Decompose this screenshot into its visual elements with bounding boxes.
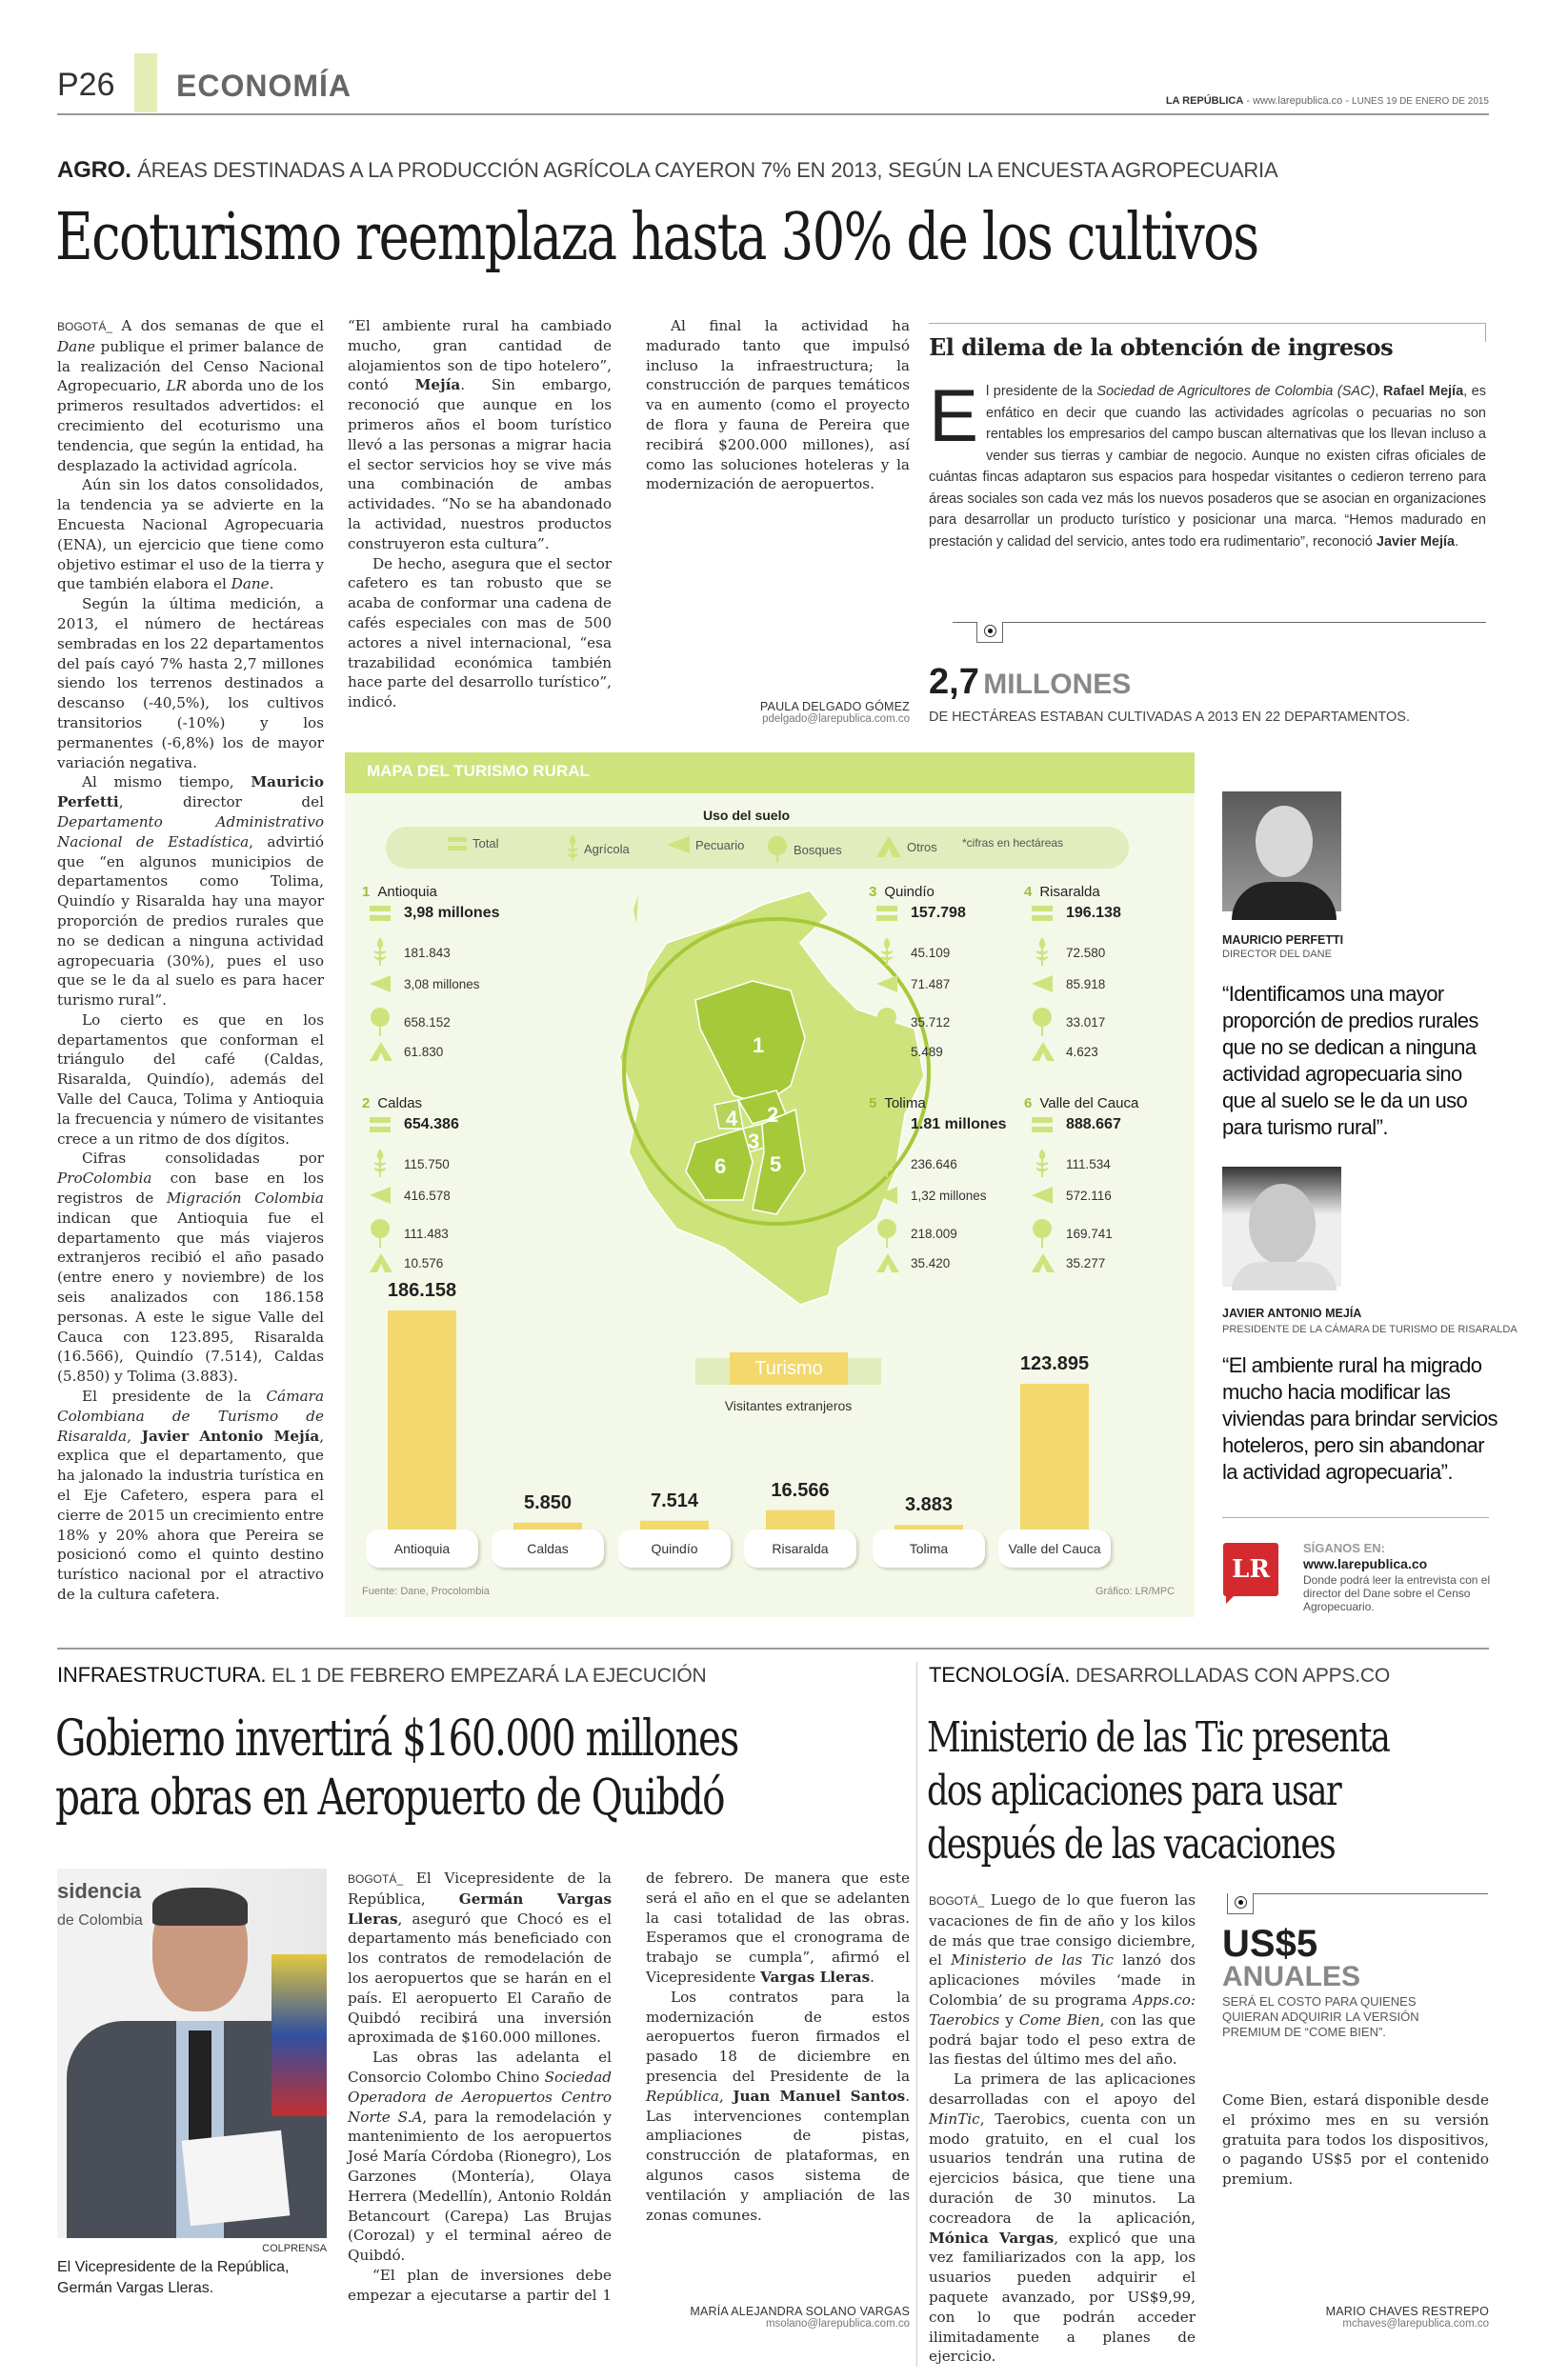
- photo-mauricio-perfetti: [1222, 791, 1341, 911]
- main-kicker: [57, 157, 1277, 184]
- department-3-name: 3 Quindío: [869, 884, 935, 900]
- main-byline: [667, 700, 910, 725]
- department-1-otros: 61.830: [370, 1042, 443, 1061]
- department-5-agricola: 236.646: [876, 1150, 957, 1177]
- infra-headline[interactable]: Gobierno invertirá $160.000 millones para obras en Aeropuerto de Quibdó: [55, 1710, 738, 1827]
- ribbon-subtitle: Visitantes extranjeros: [724, 1398, 853, 1413]
- stat-tab: [976, 622, 1003, 643]
- tree-icon: [876, 1219, 897, 1248]
- plant-icon: [876, 1150, 897, 1177]
- tent-icon: [876, 1042, 899, 1061]
- bar-value-label: 7.514: [650, 1490, 699, 1511]
- follow-rule: [1222, 1517, 1489, 1518]
- tech-stat-description: SERÁ EL COSTO PARA QUIENES QUIERAN ADQUIRIR LA VERSIÓN PREMIUM DE “COME BIEN”.: [1222, 1994, 1419, 2039]
- department-1-agricola: 181.843: [370, 939, 451, 966]
- kicker-topic: AGRO.: [57, 157, 131, 183]
- bar-risaralda: [766, 1510, 834, 1530]
- tree-icon: [876, 1008, 897, 1036]
- bar-category-label: Risaralda: [744, 1530, 856, 1568]
- plant-icon: [1032, 1150, 1053, 1177]
- bar-category-label: Valle del Cauca: [998, 1530, 1111, 1568]
- tech-article-col1: BOGOTÁ_ Luego de lo que fueron las vacaciones de fin de año y los kilos de más que trae consigo diciembre, el Ministerio de las Tic lanzó dos aplicaciones móviles ‘made in Colombia’ de su programa Apps.co: Taerobics y Come Bien, con las que podrá bajar todo el peso extra de las fiestas del último mes del año. La primera de las aplicaciones desarrolladas con el apoyo del MinTic, Taerobics, cuenta con un modo gratuito, en el cual los usuarios tendrán una rutina de ejercicios básica, que tiene una duración de 30 minutos. La cocreadora de la aplicación, Mónica Vargas, explicó que una vez familiarizados con la app, los usuarios pueden adquirir el paquete avanzado, por US$9,99, con lo que podrán acceder ilimitadamente a planes de ejercicio.: [929, 1891, 1196, 2366]
- equals-icon: [876, 1117, 897, 1132]
- bar-antioquia: [388, 1310, 456, 1530]
- kicker-subtitle: ÁREAS DESTINADAS A LA PRODUCCIÓN AGRÍCOLA CAYERON 7% EN 2013, SEGÚN LA ENCUESTA AGROPECUARIA: [137, 158, 1278, 182]
- department-3-total: 157.798: [876, 905, 966, 922]
- sidebar-title: El dilema de la obtención de ingresos: [929, 333, 1394, 361]
- department-5-bosques: 218.009: [876, 1219, 957, 1248]
- bar-category-label: Quindío: [618, 1530, 731, 1568]
- equals-icon: [448, 837, 467, 850]
- tech-byline: MARIO CHAVES RESTREPO mchaves@larepublica.com.co: [1325, 2305, 1489, 2330]
- photo-backdrop-text: sidencia de Colombia: [57, 1879, 143, 1929]
- bar-value-label: 3.883: [904, 1494, 954, 1516]
- sidebar-top-rule: [929, 323, 1486, 324]
- site-link[interactable]: www.larepublica.co: [1253, 95, 1343, 107]
- quote1-name: MAURICIO PERFETTI: [1222, 933, 1344, 947]
- legend-agricola: Agrícola: [567, 836, 630, 861]
- department-4-name: 4 Risaralda: [1024, 884, 1100, 900]
- tree-icon: [370, 1008, 391, 1036]
- department-6-otros: 35.277: [1032, 1253, 1105, 1272]
- main-article-col2-3: “El ambiente rural ha cambiado mucho, gran cantidad de alojamientos son de tipo hotelero”, contó Mejía. Sin embargo, reconoció que aunque en los primeros años el boom turístico llevó a las personas a migrar hacia el sector servicios hoy se vive más una combinación de ambas actividades. “No se ha abandonado la actividad, nuestros productos construyeron esta cultura”. De hecho, asegura que el sector cafetero es tan robusto que se acaba de conformar una cadena de cafés especiales con mas de 500 actores a nivel internacional, “esa trazabilidad económica también hace parte del desarrollo turístico”, indicó. Al final la actividad ha madurado tanto que impulsó incluso la infraestructura; la construcción de parques temáticos va en aumento (como el proyecto de flora y fauna de Pereira que recibirá $200.000 millones), así como las soluciones hoteleras y la modernización de aeropuertos.: [348, 317, 910, 711]
- plant-icon: [370, 939, 391, 966]
- follow-url[interactable]: www.larepublica.co: [1303, 1556, 1428, 1571]
- department-5-name: 5 Tolima: [869, 1095, 926, 1111]
- infra-kicker: INFRAESTRUCTURA. EL 1 DE FEBRERO EMPEZARÁ LA EJECUCIÓN: [57, 1663, 707, 1687]
- bar-value-label: 123.895: [1019, 1352, 1090, 1374]
- map-label-2: 2: [767, 1103, 779, 1127]
- stat-figure: 2,7 MILLONES: [929, 662, 1132, 702]
- ribbon-label: Turismo: [730, 1352, 848, 1385]
- map-label-5: 5: [770, 1152, 782, 1176]
- department-6-bosques: 169.741: [1032, 1219, 1113, 1248]
- map-label-3: 3: [748, 1130, 760, 1153]
- photo-credit: COLPRENSA: [262, 2243, 327, 2254]
- target-icon: [1235, 1896, 1247, 1909]
- equals-icon: [876, 906, 897, 921]
- fish-icon: [876, 973, 897, 994]
- fish-icon: [370, 973, 391, 994]
- plant-icon: [876, 939, 897, 966]
- sidebar-corner: [1485, 323, 1486, 342]
- stat-rule-left: [953, 622, 979, 623]
- infographic-title: MAPA DEL TURISMO RURAL: [367, 762, 590, 780]
- quote2-text: “El ambiente rural ha migrado mucho hacia modificar las viviendas para brindar servicios hoteleros, pero sin abandonar la actividad agropecuaria”.: [1222, 1353, 1498, 1484]
- infographic-credit: Gráfico: LR/MPC: [1096, 1586, 1176, 1597]
- legend-bosques: Bosques: [767, 836, 842, 863]
- tech-article-col2: Come Bien, estará disponible desde el próximo mes en su versión gratuita para todos los dispositivos, o pagando US$5 por el contenido premium.: [1222, 2091, 1489, 2189]
- author-email[interactable]: pdelgado@larepublica.com.co: [762, 713, 910, 725]
- tree-icon: [1032, 1219, 1053, 1248]
- tree-icon: [1032, 1008, 1053, 1036]
- issue-date: LUNES 19 DE ENERO DE 2015: [1352, 96, 1489, 107]
- department-1-bosques: 658.152: [370, 1008, 451, 1036]
- plant-icon: [370, 1150, 391, 1177]
- lr-logo[interactable]: LR: [1223, 1543, 1278, 1596]
- map-label-1: 1: [753, 1033, 765, 1057]
- map-label-6: 6: [714, 1154, 727, 1178]
- department-6-pecuario: 572.116: [1032, 1185, 1112, 1206]
- bar-category-label: Tolima: [873, 1530, 985, 1568]
- department-2-pecuario: 416.578: [370, 1185, 451, 1206]
- tech-stat-figure: US$5: [1222, 1923, 1318, 1965]
- equals-icon: [1032, 906, 1053, 921]
- department-3-agricola: 45.109: [876, 939, 950, 966]
- tent-icon: [876, 836, 901, 857]
- department-3-pecuario: 71.487: [876, 973, 950, 994]
- equals-icon: [370, 1117, 391, 1132]
- bar-quindío: [640, 1521, 709, 1530]
- bar-value-label: 186.158: [387, 1280, 457, 1301]
- section-accent-bar: [134, 53, 157, 112]
- stat-description: DE HECTÁREAS ESTABAN CULTIVADAS A 2013 EN 22 DEPARTAMENTOS.: [929, 710, 1410, 725]
- department-2-agricola: 115.750: [370, 1150, 450, 1177]
- bar-value-label: 16.566: [771, 1479, 830, 1501]
- legend-title: Uso del suelo: [703, 808, 791, 823]
- tech-stat-rule: [1250, 1893, 1488, 1894]
- bar-category-label: Caldas: [492, 1530, 604, 1568]
- main-article-col1: BOGOTÁ_ A dos semanas de que el Dane publique el primer balance de la realización del Censo Nacional Agropecuario, LR aborda uno de los primeros resultados advertidos: el crecimiento del ecoturismo una tendencia, que según la entidad, ha desplazado la actividad agrícola. Aún sin los datos consolidados, la tendencia ya se advierte en la Encuesta Nacional Agropecuaria (ENA), un ejercicio que tiene como objetivo estimar el uso de la tierra y que también elabora el Dane. Según la última medición, a 2013, el número de hectáreas sembradas en los 22 departamentos del país cayó 7% hasta 2,7 millones siendo los terrenos destinados a descanso (-40,5%), los cultivos transitorios (-10%) y los permanentes (-6,8%) los de mayor variación negativa. Al mismo tiempo, Mauricio Perfetti, director del Departamento Administrativo Nacional de Estadística, advirtió que “en algunos municipios de departamentos como Tolima, Quindío y Risaralda hay una mayor proporción de predios rurales que no se dedican a ninguna actividad agropecuaria (30%), pues el uso que se le da al suelo es para hacer turismo rural”. Lo cierto es que en los departamentos que conforman el triángulo del café (Caldas, Risaralda, Quindío), además del Valle del Cauca, Tolima y Antioquia la frecuencia y número de visitantes crece a un ritmo de dos dígitos. Cifras consolidadas por ProColombia con base en los registros de Migración Colombia indican que Antioquia fue el departamento que más viajeros extranjeros recibió el año pasado (entre enero y noviembre) de los seis analizados con 186.158 personas. A este le sigue Valle del Cauca con 123.895, Risaralda (16.566), Quindío (7.514), Caldas (5.850) y Tolima (3.883). El presidente de la Cámara Colombiana de Turismo de Risaralda, Javier Antonio Mejía, explica que el departamento, que ha jalonado la industria turística en el Eje Cafetero, espera para el cierre de 2015 un crecimiento entre 18% y 20% ahora que Pereira se posicionó como el quinto destino turístico nacional por el atractivo de la cultura cafetera.: [57, 317, 325, 1603]
- bar-caldas: [513, 1523, 582, 1530]
- infra-byline: MARÍA ALEJANDRA SOLANO VARGAS msolano@larepublica.com.co: [690, 2305, 910, 2330]
- department-2-otros: 10.576: [370, 1253, 443, 1272]
- sidebar-text: El presidente de la Sociedad de Agricultores de Colombia (SAC), Rafael Mejía, es enfático en decir que cuando las actividades agrícolas o pecuarias no son rentables los empresarios del campo buscan alternativas que los llevan incluso a vender sus tierras y cambiar de negocio. Aunque no existen cifras oficiales de cuántas fincas adaptaron sus espacios para hospedar visitantes o cedieron terreno para áreas sociales son cada vez más los nuevos posaderos que se asocian en organizaciones para desarrollar un producto turístico y posicionar una marca. “Hemos madurado en prestación y calidad del servicio, antes todo era rudimentario”, reconoció Javier Mejía.: [929, 373, 1486, 550]
- lr-logo-tail: [1226, 1594, 1236, 1604]
- header-divider: [57, 113, 1489, 115]
- tech-stat-unit: ANUALES: [1222, 1961, 1361, 1992]
- infra-article-body: BOGOTÁ_ El Vicepresidente de la República, Germán Vargas Lleras, aseguró que Chocó es el departamento más beneficiado con los contratos de remodelación de los aeropuertos que se harán en el país. El aeropuerto El Caraño de Quibdó recibirá una inversión aproximada de $160.000 millones. Las obras las adelanta el Consorcio Colombo Chino Sociedad Operadora de Aeropuertos Centro Norte S.A, para la remodelación y mantenimiento de los aeropuertos José María Córdoba (Rionegro), Los Garzones (Montería), Olaya Herrera (Medellín), Antonio Roldán Betancourt (Carepa) Las Brujas (Corozal) y el terminal aéreo de Quibdó. “El plan de inversiones debe empezar a ejecutarse a partir del 1 de febrero. De manera que este será el año en el que se adelanten la casi totalidad de las obras. Esperamos que el cronograma de trabajo se cumpla”, afirmó el Vicepresidente Vargas Lleras. Los contratos para la modernización de estos aeropuertos fueron firmados el pasado 18 de diciembre en presencia del Presidente de la República, Juan Manuel Santos. Las intervenciones contemplan ampliaciones de pistas, construcción de plataformas, en algunos casos sistema de ventilación y ampliación de las zonas comunes.: [348, 1870, 911, 2304]
- legend-note: *cifras en hectáreas: [962, 836, 1064, 850]
- follow-description: Donde podrá leer la entrevista con el director del Dane sobre el Censo Agropecuario.: [1303, 1573, 1491, 1613]
- fish-icon: [1032, 973, 1053, 994]
- stat-rule: [976, 622, 1486, 623]
- tech-headline[interactable]: Ministerio de las Tic presenta dos aplicaciones para usar después de las vacaciones: [927, 1713, 1390, 1869]
- quote2-name: JAVIER ANTONIO MEJÍA: [1222, 1307, 1362, 1320]
- fish-icon: [370, 1185, 391, 1206]
- masthead-info: LA REPÚBLICA - www.larepublica.co - LUNES 19 DE ENERO DE 2015: [1165, 95, 1489, 107]
- fish-icon: [1032, 1185, 1053, 1206]
- department-2-name: 2 Caldas: [362, 1095, 423, 1111]
- fish-icon: [876, 1185, 897, 1206]
- equals-icon: [370, 906, 391, 921]
- department-4-total: 196.138: [1032, 905, 1121, 922]
- map-island: [633, 895, 638, 924]
- department-4-pecuario: 85.918: [1032, 973, 1105, 994]
- column-divider: [916, 1662, 917, 2367]
- department-1-name: 1 Antioquia: [362, 884, 437, 900]
- tent-icon: [1032, 1042, 1055, 1061]
- department-4-otros: 4.623: [1032, 1042, 1098, 1061]
- legend-otros: Otros: [876, 836, 937, 857]
- department-2-total: 654.386: [370, 1116, 459, 1133]
- quote1-role: DIRECTOR DEL DANE: [1222, 949, 1332, 960]
- department-6-name: 6 Valle del Cauca: [1024, 1095, 1139, 1111]
- photo-javier-mejia: [1222, 1167, 1341, 1287]
- photo-caption: El Vicepresidente de la República, Germán Vargas Lleras.: [57, 2259, 290, 2296]
- plant-icon: [1032, 939, 1053, 966]
- map-label-4: 4: [726, 1107, 738, 1130]
- department-2-bosques: 111.483: [370, 1219, 449, 1248]
- drop-cap: E: [929, 373, 979, 457]
- photo-vargas-lleras: [57, 1869, 327, 2238]
- legend-total: Total: [448, 836, 498, 850]
- department-5-pecuario: 1,32 millones: [876, 1185, 987, 1206]
- target-icon: [984, 625, 996, 637]
- quote2-role: PRESIDENTE DE LA CÁMARA DE TURISMO DE RISARALDA: [1222, 1324, 1518, 1335]
- author-name: PAULA DELGADO GÓMEZ: [759, 700, 910, 713]
- dateline: BOGOTÁ_: [57, 320, 113, 333]
- legend-pecuario: Pecuario: [667, 836, 744, 853]
- page-number: P26: [57, 67, 115, 103]
- tent-icon: [370, 1042, 392, 1061]
- follow-label: SÍGANOS EN:: [1303, 1541, 1385, 1555]
- department-5-otros: 35.420: [876, 1253, 950, 1272]
- equals-icon: [1032, 1117, 1053, 1132]
- bar-value-label: 5.850: [523, 1491, 573, 1513]
- department-5-total: 1.81 millones: [876, 1116, 1007, 1133]
- department-6-agricola: 111.534: [1032, 1150, 1111, 1177]
- infographic-source: Fuente: Dane, Procolombia: [362, 1586, 490, 1597]
- department-4-bosques: 33.017: [1032, 1008, 1105, 1036]
- tech-stat-tab: [1227, 1893, 1254, 1914]
- department-4-agricola: 72.580: [1032, 939, 1105, 966]
- paper-name: LA REPÚBLICA: [1165, 95, 1244, 107]
- bottom-section-divider: [57, 1648, 1489, 1650]
- plant-icon: [567, 836, 578, 861]
- bar-valle-del-cauca: [1020, 1384, 1089, 1530]
- department-3-bosques: 35.712: [876, 1008, 950, 1036]
- tech-kicker: TECNOLOGÍA. DESARROLLADAS CON APPS.CO: [929, 1663, 1391, 1687]
- section-title: ECONOMÍA: [176, 69, 352, 103]
- main-headline[interactable]: Ecoturismo reemplaza hasta 30% de los cultivos: [55, 200, 1258, 275]
- department-1-pecuario: 3,08 millones: [370, 973, 480, 994]
- bar-category-label: Antioquia: [366, 1530, 478, 1568]
- fish-icon: [667, 836, 690, 853]
- turismo-ribbon: [695, 1352, 881, 1389]
- quote1-text: “Identificamos una mayor proporción de predios rurales que no se dedican a ninguna actividad agropecuaria sino que al suelo se le da un uso para turismo rural”.: [1222, 982, 1478, 1139]
- tree-icon: [370, 1219, 391, 1248]
- tree-icon: [767, 836, 788, 863]
- department-3-otros: 5.489: [876, 1042, 943, 1061]
- department-6-total: 888.667: [1032, 1116, 1121, 1133]
- department-1-total: 3,98 millones: [370, 905, 500, 922]
